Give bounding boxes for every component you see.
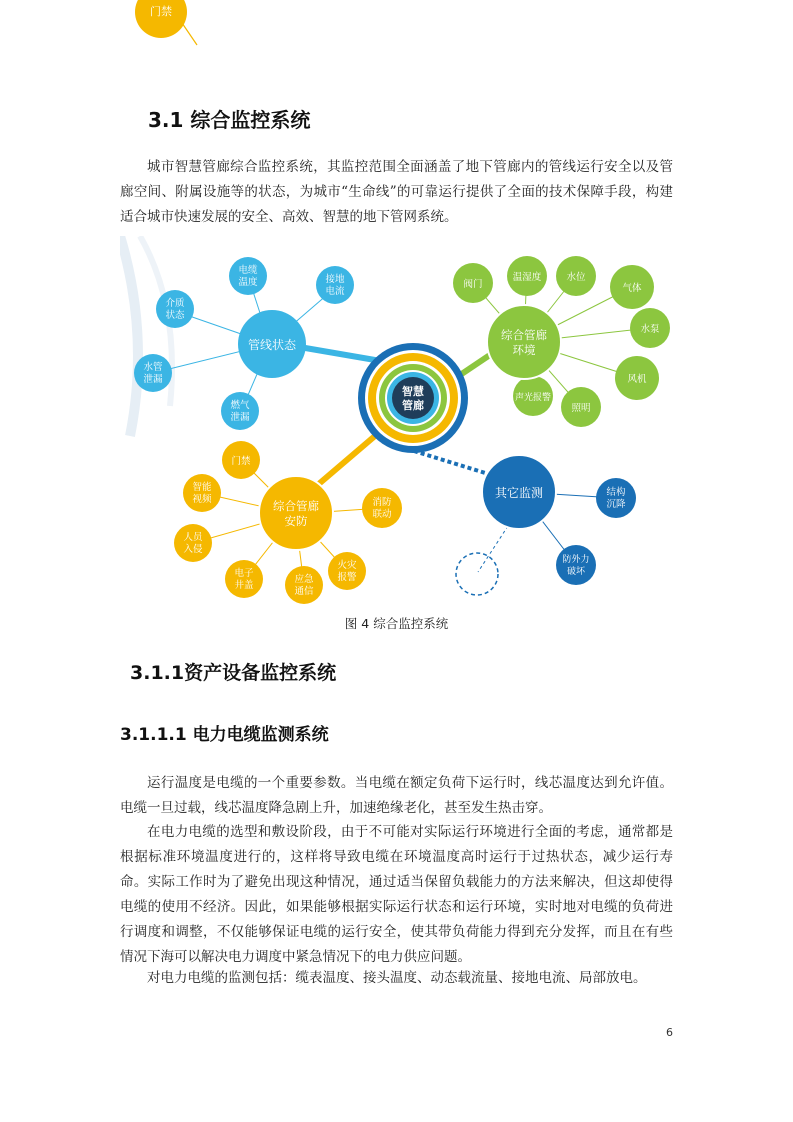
node-label: 泄漏 <box>143 374 163 385</box>
hub-label: 其它监测 <box>494 486 544 500</box>
node-label: 电流 <box>325 286 345 297</box>
hub-label: 管线状态 <box>247 338 297 352</box>
node-label: 防外力 <box>562 555 590 565</box>
connector-other <box>414 451 495 476</box>
node-label: 阀门 <box>463 279 483 290</box>
node-fire-alarm <box>328 552 366 590</box>
node-label: 电缆 <box>238 265 258 276</box>
monitoring-system-diagram <box>120 236 673 612</box>
hub-label: 综合管廊 <box>273 499 319 513</box>
node-label: 风机 <box>627 374 647 385</box>
node-label: 破坏 <box>566 567 586 577</box>
node-label: 温度 <box>238 277 258 288</box>
node-intrusion <box>174 524 212 562</box>
subsection-heading: 3.1.1资产设备监控系统 <box>130 662 337 684</box>
node-label: 井盖 <box>234 580 254 591</box>
node-label: 水泵 <box>640 324 660 335</box>
page-number: 6 <box>666 1026 673 1039</box>
center-label: 管廊 <box>402 399 424 412</box>
node-smart-video <box>183 474 221 512</box>
hub-label: 环境 <box>512 343 536 357</box>
node-ground-current <box>316 266 354 304</box>
node-placeholder-dashed <box>456 553 498 595</box>
node-label: 燃气 <box>230 400 250 411</box>
cable-paragraph-3: 对电力电缆的监测包括：缆表温度、接头温度、动态载流量、接地电流、局部放电。 <box>147 970 647 986</box>
node-label: 报警 <box>337 572 357 583</box>
node-label: 智能 <box>192 482 212 493</box>
security-group <box>174 441 402 604</box>
node-structural-settlement <box>596 478 636 518</box>
node-gas-leak <box>221 392 259 430</box>
node-label: 门禁 <box>231 456 251 467</box>
node-label: 入侵 <box>183 544 203 555</box>
section-intro-paragraph: 城市智慧管廊综合监控系统，其监控范围全面涵盖了地下管廊内的管线运行安全以及管廊空间、附属设施等的状态，为城市“生命线”的可靠运行提供了全面的技术保障手段，构建适合城市快速发展的安全、高效、智慧的地下管网系统。 <box>120 159 673 225</box>
node-label: 状态 <box>165 310 185 321</box>
center-label: 智慧 <box>402 385 424 398</box>
figure-caption: 图 4 综合监控系统 <box>344 616 449 631</box>
node-label: 消防 <box>372 497 392 508</box>
hub-environment <box>487 305 561 379</box>
node-label: 气体 <box>622 283 642 294</box>
other-group <box>456 455 636 595</box>
hub-label: 安防 <box>284 514 308 528</box>
background-swoosh <box>120 236 138 436</box>
node-cable-temperature <box>229 257 267 295</box>
node-label: 通信 <box>294 586 314 597</box>
node-label: 声光报警 <box>514 393 552 403</box>
cable-paragraph-1: 运行温度是电缆的一个重要参数。当电缆在额定负荷下运行时，线芯温度达到允许值。电缆一旦过载，线芯温度降急剧上升，加速绝缘老化，甚至发生热击穿。 <box>120 775 673 816</box>
node-manhole-cover <box>225 560 263 598</box>
node-label: 水管 <box>143 362 163 373</box>
node-medium-status <box>156 290 194 328</box>
section-heading: 3.1 综合监控系统 <box>148 108 311 132</box>
fragment-node-label: 门禁 <box>150 5 172 18</box>
cable-paragraph-2: 在电力电缆的选型和敷设阶段，由于不可能对实际运行环境进行全面的考虑，通常都是根据标准环境温度进行的，这样将导致电缆在环境温度高时运行于过热状态，减少运行寿命。实际工作时为了避免出现这种情况，通过适当保留负载能力的方法来解决，但这却使得电缆的使用不经济。因此，如果能够根据实际运行状态和运行环境，实时地对电缆的负荷进行调度和调整，不仅能够保证电缆的运行安全，使其带负荷能力得到充分发挥，而且在有些情况下海可以解决电力调度中紧急情况下的电力供应问题。 <box>120 824 673 965</box>
top-diagram-fragment <box>0 0 793 60</box>
node-label: 结构 <box>606 487 626 498</box>
node-water-leak <box>134 354 172 392</box>
node-label: 介质 <box>165 298 185 309</box>
node-label: 电子 <box>234 568 254 579</box>
node-label: 温湿度 <box>512 272 542 283</box>
node-emergency-comm <box>285 566 323 604</box>
node-label: 泄漏 <box>230 412 250 423</box>
pipeline-group <box>134 257 354 430</box>
node-label: 水位 <box>566 272 586 283</box>
node-label: 沉降 <box>606 499 626 510</box>
node-label: 照明 <box>571 403 591 414</box>
node-label: 火灾 <box>337 560 357 571</box>
node-label: 接地 <box>325 274 345 285</box>
node-label: 人员 <box>183 532 203 543</box>
node-label: 应急 <box>294 574 314 585</box>
hub-label: 综合管廊 <box>501 328 547 342</box>
node-label: 视频 <box>192 494 212 505</box>
center-hub <box>358 343 468 453</box>
node-external-damage <box>556 545 596 585</box>
node-fire-linkage <box>362 488 402 528</box>
ring-core <box>392 377 434 419</box>
subsubsection-heading: 3.1.1.1 电力电缆监测系统 <box>120 725 329 745</box>
node-label: 联动 <box>372 509 392 520</box>
environment-group <box>453 256 670 427</box>
hub-security <box>259 476 333 550</box>
